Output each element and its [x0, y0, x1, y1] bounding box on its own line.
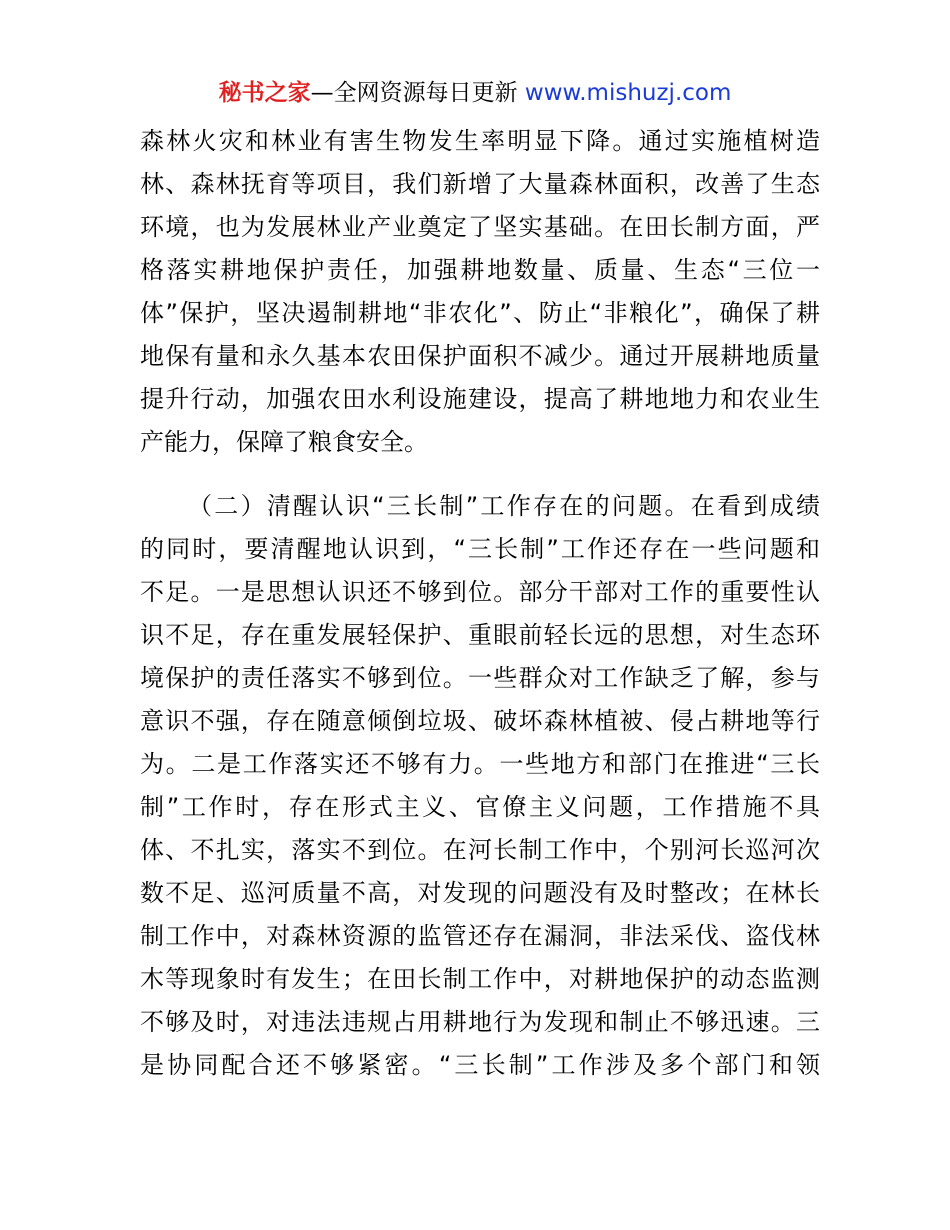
header-brand: 秘书之家: [218, 80, 311, 106]
text-line: 森林火灾和林业有害生物发生率明显下降。通过实施植树造: [140, 127, 820, 155]
document-body: [140, 120, 820, 1108]
text-line: 制”工作时，存在形式主义、官僚主义问题，工作措施不具: [140, 793, 820, 821]
text-line: 体、不扎实，落实不到位。在河长制工作中，个别河长巡河次: [140, 836, 820, 864]
page-header: [0, 78, 950, 108]
paragraph-1: [140, 120, 820, 464]
text-line: 识不足，存在重发展轻保护、重眼前轻长远的思想，对生态环: [140, 621, 820, 649]
text-line: 为。二是工作落实还不够有力。一些地方和部门在推进“三长: [140, 750, 820, 778]
text-line: 意识不强，存在随意倾倒垃圾、破坏森林植被、侵占耕地等行: [140, 707, 820, 735]
paragraph-2: [140, 485, 820, 1087]
text-line: 数不足、巡河质量不高，对发现的问题没有及时整改；在林长: [140, 879, 820, 907]
text-line: 环境，也为发展林业产业奠定了坚实基础。在田长制方面，严: [140, 213, 820, 241]
text-line: 木等现象时有发生；在田长制工作中，对耕地保护的动态监测: [140, 965, 820, 993]
text-line: 体”保护，坚决遏制耕地“非农化”、防止“非粮化”，确保了耕: [140, 299, 820, 327]
header-url-link[interactable]: www.mishuzj.com: [524, 80, 732, 106]
text-line: （二）清醒认识“三长制”工作存在的问题。在看到成绩: [188, 492, 820, 520]
text-line: 林、森林抚育等项目，我们新增了大量森林面积，改善了生态: [140, 170, 820, 198]
text-line: 地保有量和永久基本农田保护面积不减少。通过开展耕地质量: [140, 342, 820, 370]
text-line: 的同时，要清醒地认识到，“三长制”工作还存在一些问题和: [140, 535, 820, 563]
text-line: 产能力，保障了粮食安全。: [140, 428, 428, 456]
text-line: 制工作中，对森林资源的监管还存在漏洞，非法采伐、盗伐林: [140, 922, 820, 950]
text-line: 不足。一是思想认识还不够到位。部分干部对工作的重要性认: [140, 578, 820, 606]
header-slogan: —全网资源每日更新: [310, 80, 518, 106]
text-line: 是协同配合还不够紧密。“三长制”工作涉及多个部门和领: [140, 1051, 820, 1079]
text-line: 提升行动，加强农田水利设施建设，提高了耕地地力和农业生: [140, 385, 820, 413]
text-line: 不够及时，对违法违规占用耕地行为发现和制止不够迅速。三: [140, 1008, 820, 1036]
text-line: 境保护的责任落实不够到位。一些群众对工作缺乏了解，参与: [140, 664, 820, 692]
text-line: 格落实耕地保护责任，加强耕地数量、质量、生态“三位一: [140, 256, 820, 284]
